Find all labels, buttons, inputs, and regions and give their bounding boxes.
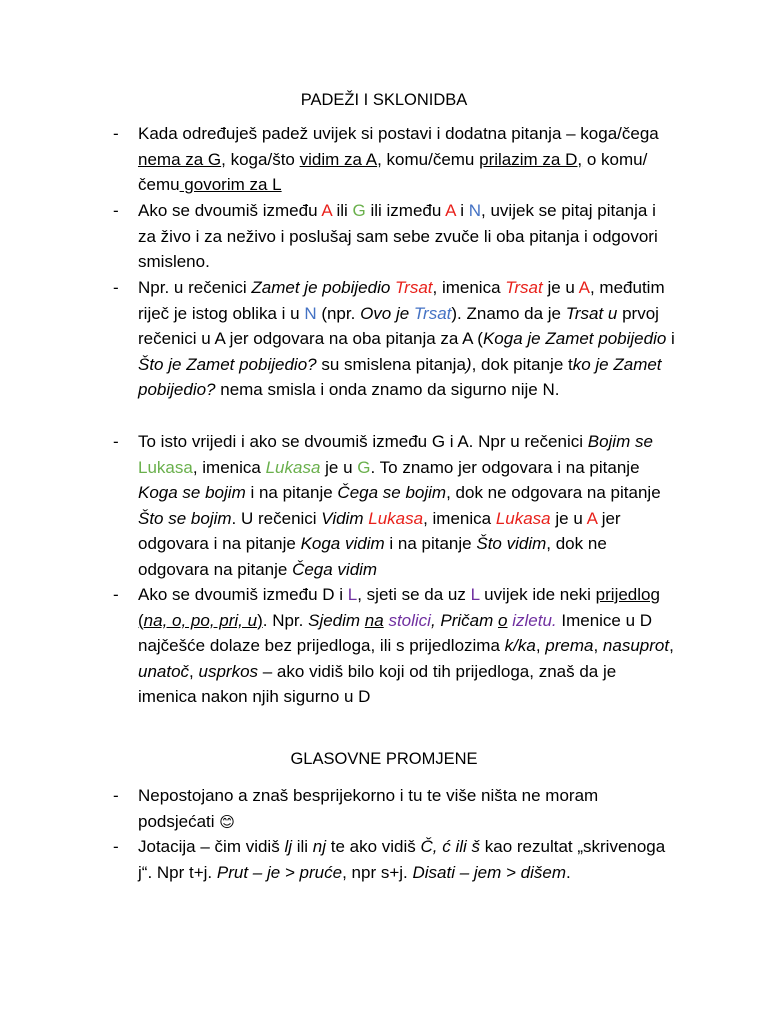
case-mark-a: A: [445, 201, 456, 220]
bullet-dash: -: [113, 786, 119, 805]
list-item-text: Kada određuješ padež uvijek si postavi i dodatna pitanja – koga/čega nema za G, koga/što vidim za A, komu/čemu prilazim za D, o komu/čemu govorim za L: [138, 124, 659, 195]
smiley-icon: 😊: [219, 812, 235, 831]
document-title: PADEŽI I SKLONIDBA: [300, 91, 468, 109]
bullet-dash: -: [113, 837, 119, 856]
bullet-dash: -: [113, 124, 119, 143]
bullet-dash: -: [113, 278, 119, 297]
list-item-text: Npr. u rečenici Zamet je pobijedio Trsat, imenica Trsat je u A, međutim riječ je istog oblika i u N (npr. Ovo je Trsat). Znamo da je Trsat u prvoj rečenici u A jer odgovara na oba pitanja za A (Koga je Zamet pobijedio i Što je Zamet pobijedio? su smislena pitanja), dok pitanje tko je Zamet pobijedio? nema smisla i onda znamo da sigurno nije N.: [138, 278, 675, 400]
list-item-text: To isto vrijedi i ako se dvoumiš između G i A. Npr u rečenici Bojim se Lukasa, imenica Lukasa je u G. To znamo jer odgovara i na pitanje Koga se bojim i na pitanje Čega se bojim, dok ne odgovara na pitanje Što se bojim. U rečenici Vidim Lukasa, imenica Lukasa je u A jer odgovara i na pitanje Koga vidim i na pitanje Što vidim, dok ne odgovara na pitanje Čega vidim: [138, 432, 661, 579]
case-mark-a: A: [321, 201, 332, 220]
bullet-dash: -: [113, 585, 119, 604]
list-item-text: Ako se dvoumiš između A ili G ili između A i N, uvijek se pitaj pitanja i za živo i za neživo i poslušaj sam sebe zvuče li oba pitanja i odgovori smisleno.: [138, 201, 658, 272]
case-mark-n: N: [468, 201, 482, 220]
list-item-text: Jotacija – čim vidiš lj ili nj te ako vidiš Č, ć ili š kao rezultat „skrivenoga j“. Npr t+j. Prut – je > pruće, npr s+j. Disati – jem > dišem.: [138, 837, 666, 882]
list-item-text: Ako se dvoumiš između D i L, sjeti se da uz L uvijek ide neki prijedlog (na, o, po, pri, u). Npr. Sjedim na stolici, Pričam o izletu. Imenice u D najčešće dolaze bez prijedloga, ili s prijedlozima k/ka, prema, nasuprot, unatoč, usprkos – ako vidiš bilo koji od tih prijedloga, znaš da je imenica nakon njih sigurno u D: [138, 585, 674, 707]
bullet-dash: -: [113, 432, 119, 451]
case-mark-g: G: [352, 201, 366, 220]
bullet-dash: -: [113, 201, 119, 220]
list-item-text: Nepostojano a znaš besprijekorno i tu te više ništa ne moram podsjećati 😊: [138, 786, 599, 831]
section-title: GLASOVNE PROMJENE: [290, 750, 478, 768]
